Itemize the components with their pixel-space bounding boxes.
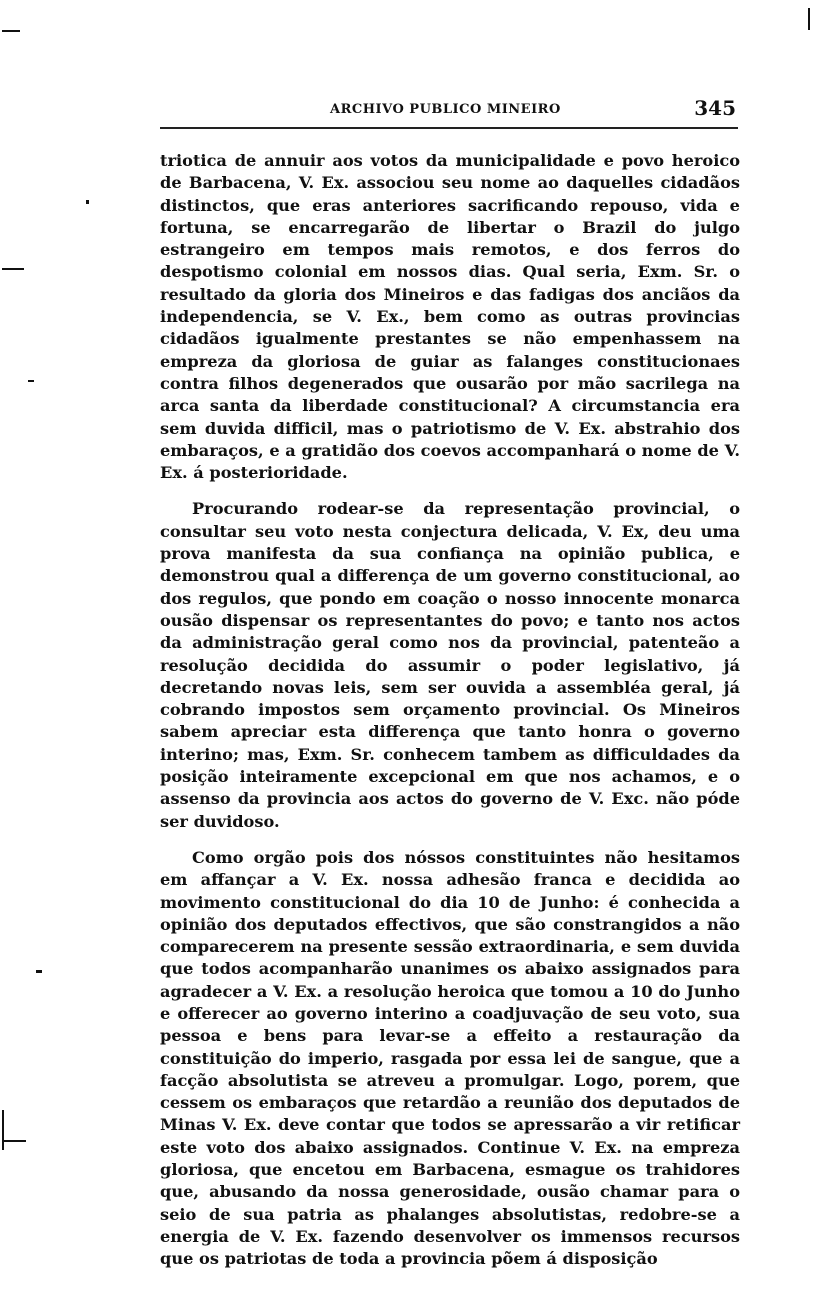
margin-mark — [28, 380, 34, 382]
margin-mark — [86, 200, 89, 204]
paragraph-2: Procurando rodear-se da representação provincial, o consultar seu voto nesta conjectura delicada, V. Ex, deu uma prova manifesta da sua confiança na opinião publica, e demonstrou qual a differença de um governo constitucional, ao dos regulos, que pondo em coação o nosso innocente monarca ousão dispensar os representantes do povo; e tanto nos actos da administração geral como nos da provincial, patenteão a resolução decidida do assumir o poder legislativo, já decretando novas leis, sem ser ouvida a assembléa geral, já cobrando impostos sem orçamento provincial. Os Mineiros sabem apreciar esta differença que tanto honra o governo interino; mas, Exm. Sr. conhecem tambem as difficuldades da posição inteiramente excepcional em que nos achamos, e o assenso da provincia aos actos do governo de V. Exc. não póde ser duvidoso. — [160, 499, 740, 831]
paragraph-3: Como orgão pois dos nóssos constituintes não hesitamos em affançar a V. Ex. nossa adhesão franca e decidida ao movimento constitucional do dia 10 de Junho: é conhecida a opinião dos deputados effectivos, que são constrangidos a não comparecerem na presente sessão extraordinaria, e sem duvida que todos acompanharão unanimes os abaixo assignados para agradecer a V. Ex. a resolução heroica que tomou a 10 do Junho e offerecer ao governo interino a coadjuvação de seu voto, sua pessoa e bens para levar-se a effeito a restauração da constituição do imperio, rasgada por essa lei de sangue, que a facção absolutista se atreveu a promulgar. Logo, porem, que cessem os embaraços que retardão a reunião dos deputados de Minas V. Ex. deve contar que todos se apressarão a vir retificar este voto dos abaixo assignados. Continue V. Ex. na empreza gloriosa, que encetou em Barbacena, esmague os trahidores que, abusando da nossa generosidade, ousão chamar para o seio de sua patria as phalanges absolutistas, redobre-se a energia de V. Ex. fazendo desenvolver os immensos recursos que os patriotas de toda a provincia põem á disposição — [160, 847, 740, 1269]
margin-mark — [36, 970, 42, 973]
header-rule — [160, 127, 738, 129]
margin-mark — [808, 8, 810, 30]
page-number: 345 — [694, 96, 736, 120]
page-header — [160, 96, 740, 126]
running-head: ARCHIVO PUBLICO MINEIRO — [330, 102, 561, 117]
margin-mark — [2, 1110, 4, 1150]
margin-mark — [4, 1140, 26, 1142]
paragraph-1: triotica de annuir aos votos da municipalidade e povo heroico de Barbacena, V. Ex. associou seu nome ao daquelles cidadãos distinctos, que eras anteriores sacrificando repouso, vida e fortuna, se encarregarão de libertar o Brazil do julgo estrangeiro em tempos mais remotos, e dos ferros do despotismo colonial em nossos dias. Qual seria, Exm. Sr. o resultado da gloria dos Mineiros e das fadigas dos anciãos da independencia, se V. Ex., bem como as outras provincias cidadãos igualmente prestantes se não empenhassem na empreza da gloriosa de guiar as falanges constitucionaes contra filhos degenerados que ousarão por mão sacrilega na arca santa da liberdade constitucional? A circumstancia era sem duvida difficil, mas o patriotismo de V. Ex. abstrahio dos embaraços, e a gratidão dos coevos accompanhará o nome de V. Ex. á posterioridade. — [160, 151, 740, 483]
margin-mark — [2, 30, 20, 32]
margin-mark — [2, 268, 24, 270]
body-text — [160, 150, 740, 1285]
